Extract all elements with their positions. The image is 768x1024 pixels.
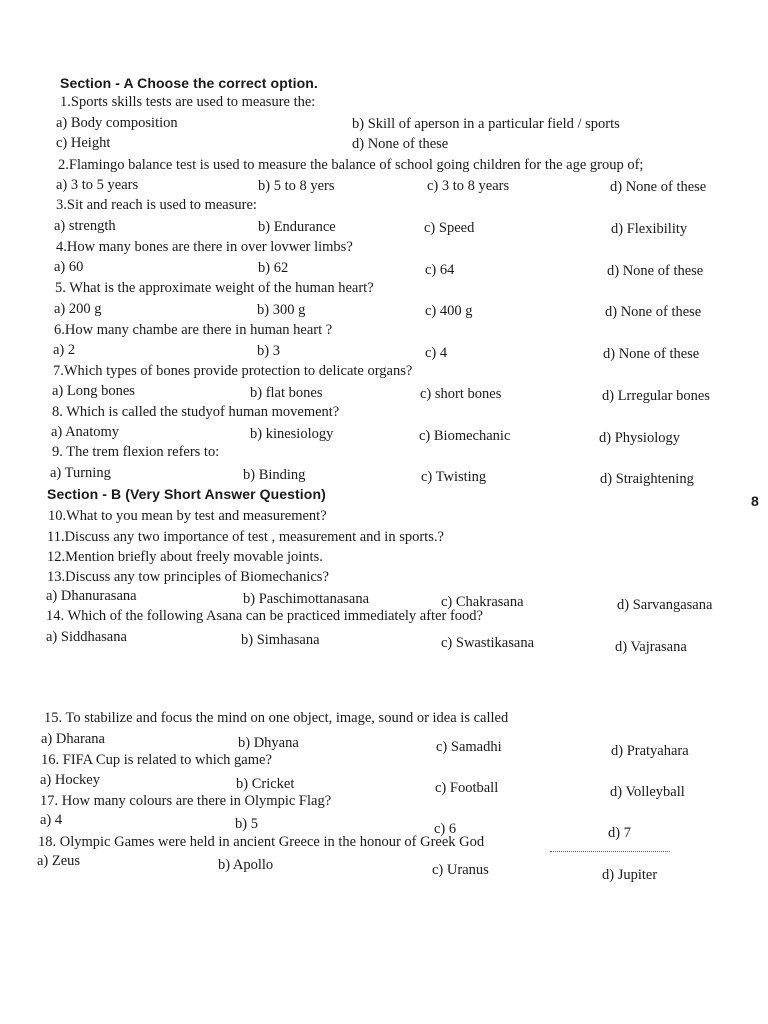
q2-option-a: a) 3 to 5 years [56, 177, 139, 193]
q6-option-a: a) 2 [53, 342, 76, 358]
q4-option-b: b) 62 [258, 260, 289, 276]
q16-option-c: c) Football [435, 780, 499, 796]
q6-option-b: b) 3 [257, 343, 280, 359]
section-a-title: Section - A Choose the correct option. [60, 75, 318, 91]
q8-option-b: b) kinesiology [250, 426, 334, 442]
q4-option-d: d) None of these [607, 263, 704, 279]
q18-option-a: a) Zeus [37, 853, 81, 869]
q7-option-d: d) Lrregular bones [602, 388, 710, 404]
q6-option-c: c) 4 [425, 345, 448, 361]
q18-option-b: b) Apollo [218, 857, 274, 873]
q14-option-c: c) Swastikasana [441, 635, 535, 651]
question-11: 11.Discuss any two importance of test , measurement and in sports.? [47, 529, 444, 545]
q13-option-c: c) Chakrasana [441, 594, 524, 610]
question-3: 3.Sit and reach is used to measure: [56, 197, 257, 213]
question-16: 16. FIFA Cup is related to which game? [41, 752, 272, 768]
q8-option-c: c) Biomechanic [419, 428, 511, 444]
question-14: 14. Which of the following Asana can be practiced immediately after food? [46, 608, 483, 624]
q3-option-c: c) Speed [424, 220, 475, 236]
q4-option-a: a) 60 [54, 259, 84, 275]
q5-option-c: c) 400 g [425, 303, 473, 319]
q3-option-d: d) Flexibility [611, 221, 688, 237]
q13-option-a: a) Dhanurasana [46, 588, 137, 604]
question-13: 13.Discuss any tow principles of Biomechanics? [47, 569, 329, 585]
q14-option-a: a) Siddhasana [46, 629, 127, 645]
q9-option-c: c) Twisting [421, 469, 487, 485]
q5-option-a: a) 200 g [54, 301, 102, 317]
q15-option-d: d) Pratyahara [611, 743, 689, 759]
question-6: 6.How many chambe are there in human heart ? [54, 322, 333, 338]
question-17: 17. How many colours are there in Olympic Flag? [40, 793, 332, 809]
q7-option-c: c) short bones [420, 386, 502, 402]
question-7: 7.Which types of bones provide protection to delicate organs? [53, 363, 413, 379]
q7-option-b: b) flat bones [250, 385, 323, 401]
q14-option-b: b) Simhasana [241, 632, 320, 648]
q3-option-a: a) strength [54, 218, 116, 234]
q17-option-a: a) 4 [40, 812, 63, 828]
question-18: 18. Olympic Games were held in ancient Greece in the honour of Greek God [38, 834, 485, 850]
q5-option-d: d) None of these [605, 304, 702, 320]
q5-option-b: b) 300 g [257, 302, 306, 318]
q4-option-c: c) 64 [425, 262, 455, 278]
q16-option-b: b) Cricket [236, 776, 295, 792]
question-12: 12.Mention briefly about freely movable joints. [47, 549, 323, 565]
q15-option-b: b) Dhyana [238, 735, 299, 751]
question-4: 4.How many bones are there in over lovwer limbs? [56, 239, 353, 255]
q1-option-b: b) Skill of aperson in a particular field / sports [352, 116, 620, 132]
q14-option-d: d) Vajrasana [615, 639, 687, 655]
fill-in-blank-dots [550, 851, 670, 852]
q3-option-b: b) Endurance [258, 219, 336, 235]
section-b-title: Section - B (Very Short Answer Question) [47, 486, 326, 502]
q9-option-d: d) Straightening [600, 471, 694, 487]
q1-option-a: a) Body composition [56, 115, 178, 131]
q2-option-c: c) 3 to 8 years [427, 178, 510, 194]
q1-option-c: c) Height [56, 135, 111, 151]
question-1: 1.Sports skills tests are used to measure the: [60, 94, 316, 110]
q7-option-a: a) Long bones [52, 383, 135, 399]
q15-option-c: c) Samadhi [436, 739, 502, 755]
q6-option-d: d) None of these [603, 346, 700, 362]
q9-option-a: a) Turning [50, 465, 111, 481]
q2-option-b: b) 5 to 8 yers [258, 178, 335, 194]
q13-option-d: d) Sarvangasana [617, 597, 713, 613]
question-2: 2.Flamingo balance test is used to measure the balance of school going children for the age group of; [58, 157, 644, 173]
section-b-marks: 8 [751, 493, 759, 509]
q2-option-d: d) None of these [610, 179, 707, 195]
question-15: 15. To stabilize and focus the mind on one object, image, sound or idea is called [44, 710, 509, 726]
q18-option-c: c) Uranus [432, 862, 489, 878]
q17-option-c: c) 6 [434, 821, 457, 837]
q15-option-a: a) Dharana [41, 731, 105, 747]
question-9: 9. The trem flexion refers to: [52, 444, 220, 460]
q8-option-a: a) Anatomy [51, 424, 120, 440]
question-8: 8. Which is called the studyof human movement? [52, 404, 340, 420]
q9-option-b: b) Binding [243, 467, 306, 483]
question-5: 5. What is the approximate weight of the human heart? [55, 280, 374, 296]
q16-option-d: d) Volleyball [610, 784, 685, 800]
q13-option-b: b) Paschimottanasana [243, 591, 370, 607]
q17-option-b: b) 5 [235, 816, 258, 832]
q8-option-d: d) Physiology [599, 430, 680, 446]
q18-option-d: d) Jupiter [602, 867, 658, 883]
question-10: 10.What to you mean by test and measurement? [48, 508, 327, 524]
q16-option-a: a) Hockey [40, 772, 100, 788]
q17-option-d: d) 7 [608, 825, 631, 841]
q1-option-d: d) None of these [352, 136, 449, 152]
